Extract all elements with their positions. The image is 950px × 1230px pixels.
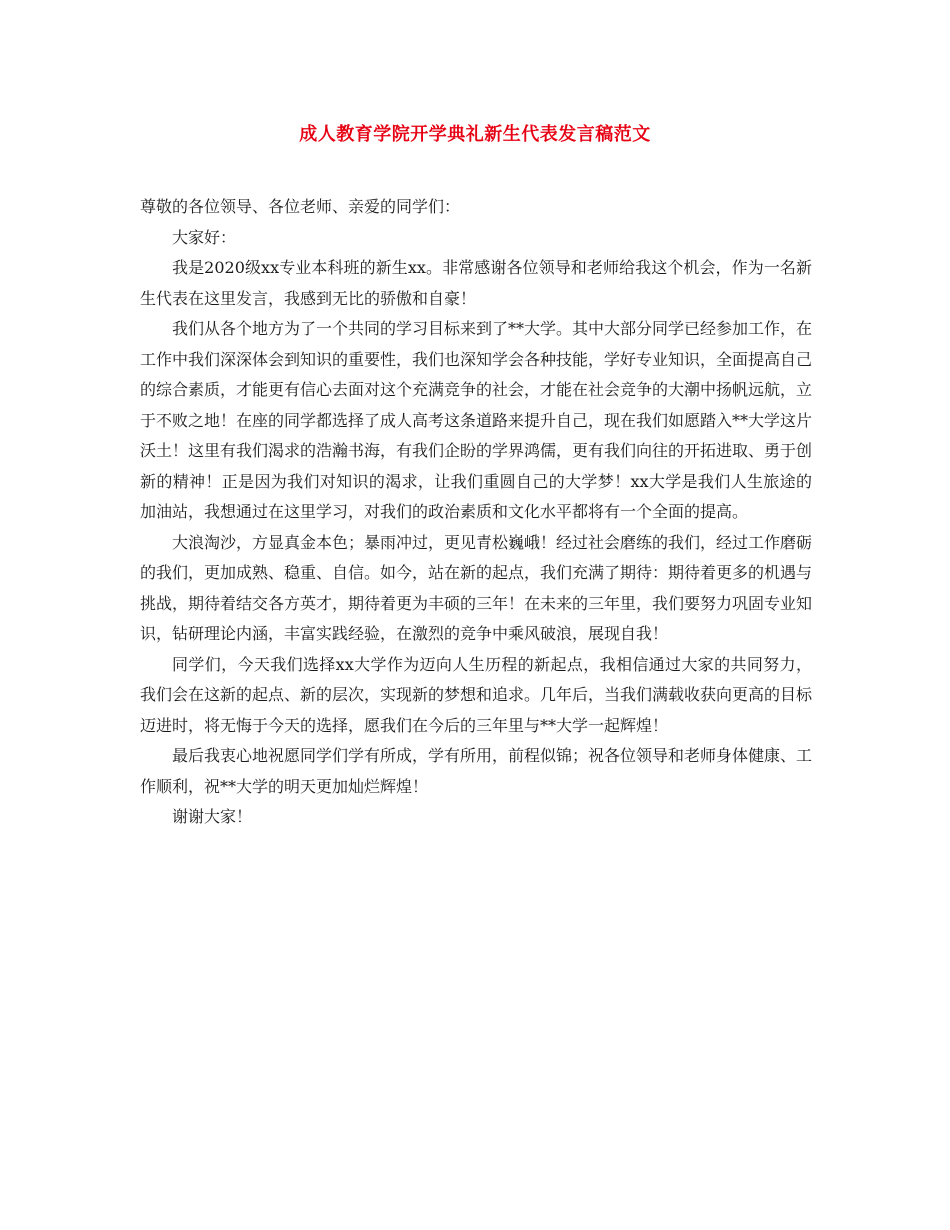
- paragraph-expectations: 大浪淘沙，方显真金本色；暴雨冲过，更见青松巍峨！经过社会磨练的我们，经过工作磨砺的我们，更加成熟、稳重、自信。如今，站在新的起点，我们充满了期待：期待着更多的机遇与挑战，期待着结交各方英才，期待着更为丰硕的三年！在未来的三年里，我们要努力巩固专业知识，钻研理论内涵，丰富实践经验，在激烈的竞争中乘风破浪，展现自我！: [140, 532, 813, 643]
- paragraph-wishes: 最后我衷心地祝愿同学们学有所成，学有所用，前程似锦；祝各位领导和老师身体健康、工作顺利，祝**大学的明天更加灿烂辉煌！: [140, 746, 813, 796]
- salutation: 尊敬的各位领导、各位老师、亲爱的同学们：: [140, 197, 461, 216]
- paragraph-thanks: 谢谢大家！: [172, 807, 253, 826]
- document-title: 成人教育学院开学典礼新生代表发言稿范文: [299, 124, 651, 145]
- paragraph-introduction: 我是2020级xx专业本科班的新生xx。非常感谢各位领导和老师给我这个机会，作为一名新生代表在这里发言，我感到无比的骄傲和自豪！: [140, 258, 812, 308]
- paragraph-learning-goals: 我们从各个地方为了一个共同的学习目标来到了**大学。其中大部分同学已经参加工作，在工作中我们深深体会到知识的重要性，我们也深知学会各种技能，学好专业知识，全面提高自己的综合素质，才能更有信心去面对这个充满竞争的社会，才能在社会竞争的大潮中扬帆远航，立于不败之地！在座的同学都选择了成人高考这条道路来提升自己，现在我们如愿踏入**大学这片沃土！这里有我们渴求的浩瀚书海，有我们企盼的学界鸿儒，更有我们向往的开拓进取、勇于创新的精神！正是因为我们对知识的渴求，让我们重圆自己的大学梦！xx大学是我们人生旅途的加油站，我想通过在这里学习，对我们的政治素质和文化水平都将有一个全面的提高。: [140, 319, 813, 521]
- paragraph-new-starting-point: 同学们，今天我们选择xx大学作为迈向人生历程的新起点，我相信通过大家的共同努力，我们会在这新的起点、新的层次，实现新的梦想和追求。几年后，当我们满载收获向更高的目标迈进时，将无悔于今天的选择，愿我们在今后的三年里与**大学一起辉煌！: [140, 654, 813, 735]
- paragraph-greeting: 大家好：: [172, 227, 237, 247]
- document-body: [140, 192, 812, 833]
